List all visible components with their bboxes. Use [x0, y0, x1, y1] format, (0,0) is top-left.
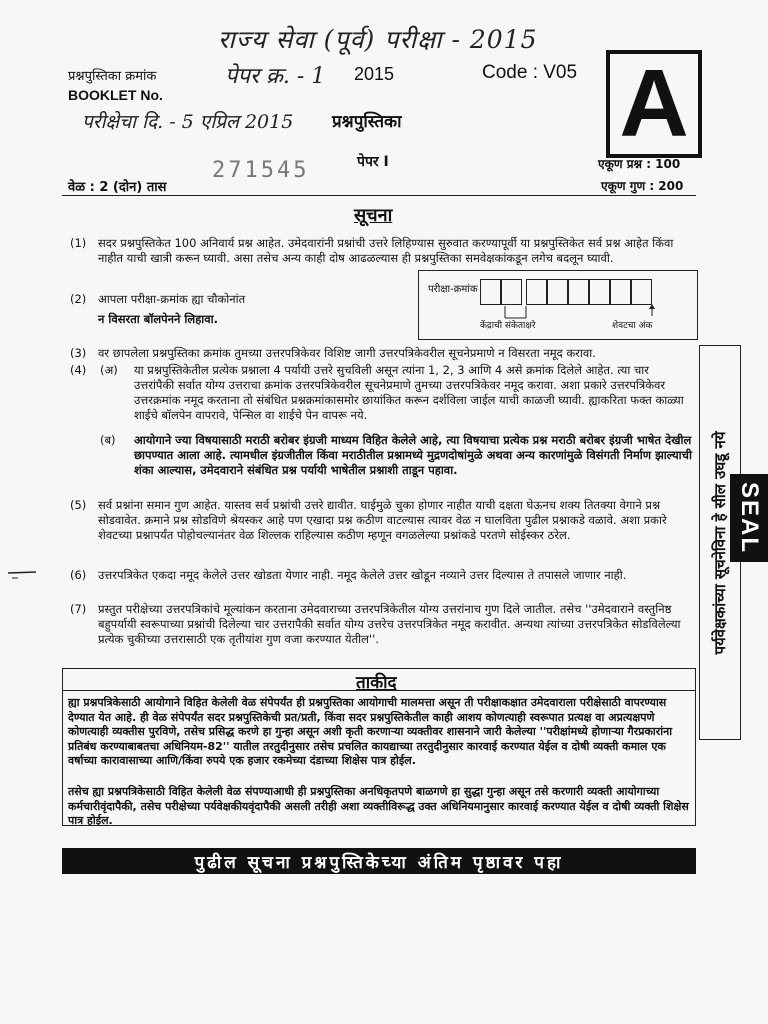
item-number: (6)	[70, 568, 87, 582]
warning-paragraph-2: तसेच ह्या प्रश्नपत्रिकेसाठी विहित केलेली वेळ संपण्याआधी ही प्रश्नपुस्तिका अनधिकृतपणे बाळगणे हा सुद्धा गुन्हा असून तसे करणारी व्यक्ती आयोगाच्या कर्मचारीवृंदापैकी, तसेच परीक्षेच्या पर्यवेक्षकीयवृंदापैकी असली तरीही अशा व्यक्तीविरूद्ध उक्त अधिनियमानुसार कारवाई करण्यात येईल व दोषी व्यक्ती शिक्षेस पात्र होईल.	[68, 785, 689, 828]
item-number: (2)	[70, 292, 87, 306]
item-number: (1)	[70, 236, 87, 250]
header-divider	[62, 195, 696, 196]
total-marks: एकूण गुण : 200	[601, 179, 684, 193]
footer-notice-bar	[62, 848, 696, 874]
paper-number: पेपर I	[357, 154, 389, 170]
handwritten-paper-number: पेपर क्र. - 1	[225, 64, 326, 89]
item-number: (5)	[70, 498, 87, 512]
sub-item-marker: (अ)	[100, 363, 118, 377]
booklet-set-letter: A	[619, 50, 689, 157]
instruction-6: उत्तरपत्रिकेत एकदा नमूद केलेले उत्तर खोडता येणार नाही. नमूद केलेले उत्तर खोडून नव्याने उत्तर दिल्यास ते तपासले जाणार नाही.	[98, 568, 627, 582]
roll-last-digit-caption: शेवटचा अंक	[612, 321, 653, 331]
roll-number-arrows	[418, 270, 698, 340]
instruction-2: आपला परीक्षा-क्रमांक ह्या चौकोनांत	[98, 292, 246, 306]
instruction-3: वर छापलेला प्रश्नपुस्तिका क्रमांक तुमच्या उत्तरपत्रिकेवर विशिष्ट जागी उत्तरपत्रिकेवरील सूचनेप्रमाणे न विसरता नमूद करावा.	[98, 346, 596, 360]
instruction-4a: या प्रश्नपुस्तिकेतील प्रत्येक प्रश्नाला 4 पर्यायी उत्तरे सुचविली असून त्यांना 1, 2, 3 आणि 4 असे क्रमांक दिलेले आहेत. त्या चार उत्तरांपैकी सर्वात योग्य उत्तराचा क्रमांक उत्तरपत्रिकेवरील सूचनेप्रमाणे तुमच्या उत्तरपत्रिकेवर नमूद करावा. अशा प्रकारे उत्तरपत्रिकेवर उत्तरक्रमांक नमूद करताना तो संबंधित प्रश्नक्रमांकासमोर छायांकित करून दर्शविला जाईल याची काळजी घ्यावी. ह्याकरिता फक्त काळ्या शाईचे बॉलपेन वापरावे, पेन्सिल वा शाईचे पेन वापरू नये.	[134, 363, 684, 422]
warning-paragraph-1: ह्या प्रश्नपत्रिकेसाठी आयोगाने विहित केलेली वेळ संपेपर्यंत ही प्रश्नपुस्तिका आयोगाची मालमत्ता असून ती परीक्षाकक्षात उमेदवाराला परीक्षेसाठी वापरण्यास देण्यात येत आहे. ही वेळ संपेपर्यंत सदर प्रश्नपुस्तिकेची प्रत/प्रती, किंवा सदर प्रश्नपुस्तिकेतील काही आशय कोणत्याही स्वरूपात प्रत्यक्ष वा अप्रत्यक्षपणे कोणत्याही व्यक्तीस पुरविणे, तसेच प्रसिद्ध करणे हा गुन्हा असून अशी कृती करणाऱ्या व्यक्तीवर शासनाने जारी केलेल्या ''परीक्षांमध्ये होणाऱ्या गैरप्रकारांना प्रतिबंध करण्याबाबतचा अधिनियम-82'' यातील तरतुदीनुसार तसेच प्रचलित कायद्याच्या तरतुदीनुसार कारवाई करण्यात येईल व दोषी व्यक्ती कमाल एक वर्षाच्या कारावासाच्या आणि/किंवा रुपये एक हजार रकमेच्या दंडाच्या शिक्षेस पात्र होईल.	[68, 696, 673, 768]
instruction-4b: आयोगाने ज्या विषयासाठी मराठी बरोबर इंग्रजी माध्यम विहित केलेले आहे, त्या विषयाचा प्रत्येक प्रश्न मराठी बरोबर इंग्रजी भाषेत देखील छापण्यात आला आहे. त्यामधील इंग्रजीतील किंवा मराठीतील प्रश्नामध्ये मुद्रणदोषांमुळे अथवा अन्य कारणांमुळे विसंगती निर्माण झाल्याची शंका आल्यास, उमेदवाराने संबंधित प्रश्न पर्यायी भाषेतील प्रश्नाशी ताडून पहावा.	[134, 433, 692, 477]
seal-label: SEAL	[736, 481, 763, 555]
instructions-heading: सूचना	[354, 205, 393, 226]
instruction-1: सदर प्रश्नपुस्तिकेत 100 अनिवार्य प्रश्न आहेत. उमेदवारांनी प्रश्नांची उत्तरे लिहिण्यास सुरुवात करण्यापूर्वी या प्रश्नपुस्तिकेत सर्व प्रश्न आहेत किंवा नाहीत याची खात्री करून घ्यावी. असा तसेच अन्य काही दोष आढळल्यास ही प्रश्नपुस्तिका समवेक्षकांकडून लगेच बदलून घ्यावी.	[98, 236, 674, 265]
item-number: (4)	[70, 363, 87, 377]
footer-notice-text: पुढील सूचना प्रश्नपुस्तिकेच्या अंतिम पृष्ठावर पहा	[194, 852, 564, 873]
booklet-number-label-marathi: प्रश्नपुस्तिका क्रमांक	[68, 69, 157, 84]
seal-tab[interactable]	[730, 474, 768, 562]
roll-centre-code-caption: केंद्राची संकेताक्षरे	[480, 321, 536, 331]
booklet-number-label: BOOKLET No.	[68, 87, 163, 103]
instruction-5: सर्व प्रश्नांना समान गुण आहेत. यास्तव सर्व प्रश्नांची उत्तरे द्यावीत. घाईमुळे चुका होणार नाहीत याची दक्षता घेऊनच शक्य तितक्या वेगाने प्रश्न सोडवावेत. क्रमाने प्रश्न सोडविणे श्रेयस्कर आहे पण एखादा प्रश्न कठीण वाटल्यास त्यावर वेळ न घालविता पुढील प्रश्नाकडे वळावे. अशा प्रकारे शेवटच्या प्रश्नापर्यंत पोहोचल्यानंतर वेळ शिल्लक राहिल्यास कठीण म्हणून वगळलेल्या प्रश्नांकडे परतणे सोईस्कर ठरेल.	[98, 498, 667, 542]
warning-heading: ताकीद	[356, 673, 397, 693]
instruction-2-continued: न विसरता बॉलपेनने लिहावा.	[98, 312, 219, 326]
exam-year: 2015	[354, 64, 395, 84]
item-number: (7)	[70, 602, 87, 616]
sub-item-marker: (ब)	[100, 433, 116, 447]
booklet-set-box	[606, 50, 702, 158]
booklet-code: Code : V05	[482, 62, 578, 83]
booklet-title: प्रश्नपुस्तिका	[332, 112, 402, 132]
instruction-7: प्रस्तुत परीक्षेच्या उत्तरपत्रिकांचे मूल्यांकन करताना उमेदवाराच्या उत्तरपत्रिकेतील योग्य उत्तरांनाच गुण दिले जातील. तसेच ''उमेदवाराने वस्तुनिष्ठ बहुपर्यायी स्वरूपाच्या प्रश्नांची दिलेल्या चार उत्तरापैकी सर्वात योग्य उत्तरेच उत्तरपत्रिकेत नमूद करावीत. अन्यथा त्यांच्या उत्तरपत्रिकेत सोडविलेल्या प्रत्येक चुकीच्या उत्तरासाठी एक तृतीयांश गुण वजा करण्यात येतील''.	[98, 602, 681, 646]
total-questions: एकूण प्रश्न : 100	[598, 157, 681, 171]
handwritten-exam-date: परीक्षेचा दि. - 5 एप्रिल 2015	[82, 111, 294, 133]
warning-divider	[62, 690, 696, 691]
seal-instruction-text: पर्यवेक्षकांच्या सूचनेविना हे सील उघडू नये	[711, 430, 729, 655]
roll-number-label: परीक्षा-क्रमांक	[428, 284, 478, 295]
exam-duration: वेळ : 2 (दोन) तास	[68, 180, 167, 195]
handwritten-exam-title: राज्य सेवा (पूर्व) परीक्षा - 2015	[218, 25, 538, 54]
booklet-serial-number: 271545	[212, 158, 310, 183]
margin-dash-mark	[6, 566, 40, 580]
item-number: (3)	[70, 346, 87, 360]
